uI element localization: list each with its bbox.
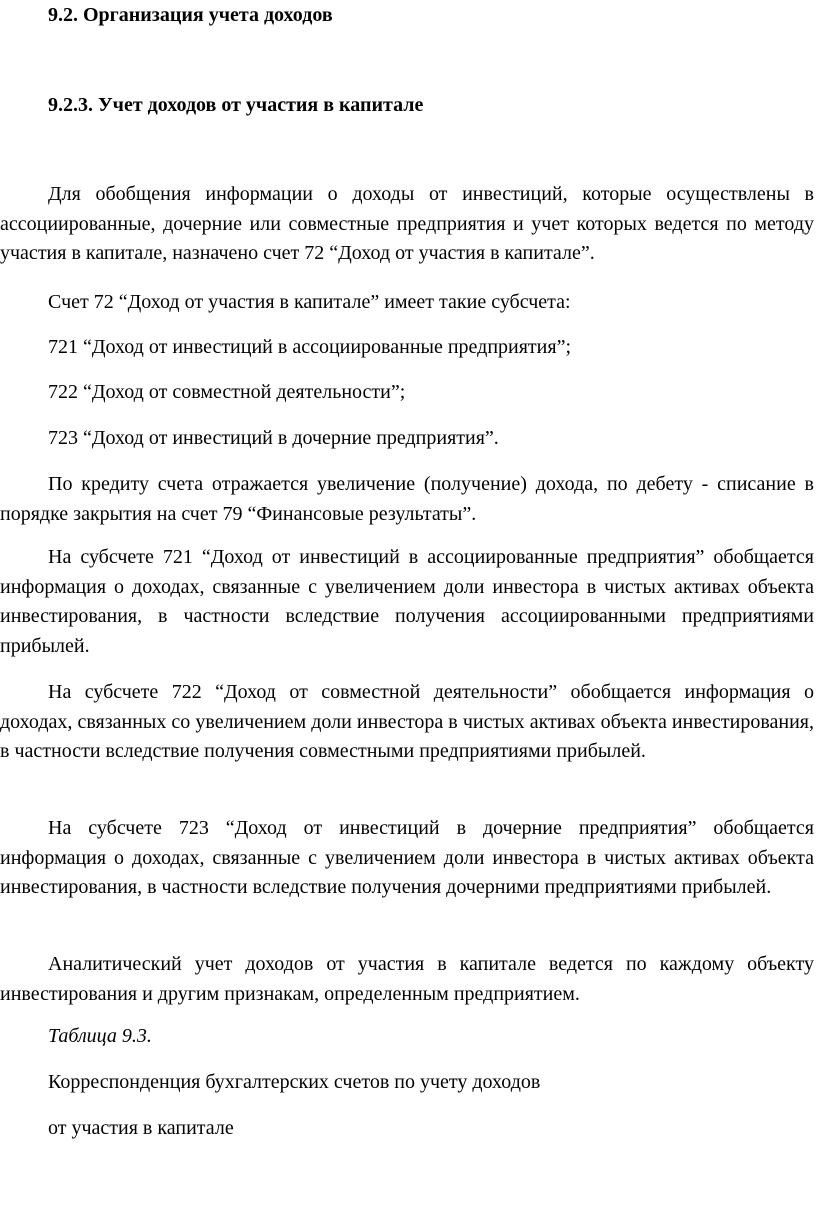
subaccount-722: 722 “Доход от совместной деятельности”; [48, 381, 406, 403]
subaccount-721: 721 “Доход от инвестиций в ассоциированные предприятия”; [48, 336, 572, 358]
subsection-title: 9.2.3. Учет доходов от участия в капитале [48, 94, 424, 116]
subaccount-723: 723 “Доход от инвестиций в дочерние предприятия”. [48, 427, 499, 449]
section-title: 9.2. Организация учета доходов [48, 4, 333, 26]
table-caption-line1: Корреспонденция бухгалтерских счетов по учету доходов [48, 1071, 541, 1093]
paragraph-intro: Для обобщения информации о доходы от инвестиций, которые осуществлены в ассоциированные, дочерние или совместные предприятия и учет которых ведется по методу участия в капитале, назначено счет 72 “Доход от участия в капитале”. [0, 183, 814, 264]
paragraph-722: На субсчете 722 “Доход от совместной деятельности” обобщается информация о доходах, связанных со увеличением доли инвестора в чистых активах объекта инвестирования, в частности вследствие получения совместными предприятиями прибылей. [0, 681, 814, 762]
paragraph-credit-debit: По кредиту счета отражается увеличение (получение) дохода, по дебету - списание в порядке закрытия на счет 79 “Финансовые результаты”. [0, 473, 814, 525]
paragraph-subaccounts-lead: Счет 72 “Доход от участия в капитале” имеет такие субсчета: [48, 291, 571, 313]
table-label: Таблица 9.3. [48, 1025, 152, 1047]
paragraph-analytic: Аналитический учет доходов от участия в капитале ведется по каждому объекту инвестирования и другим признакам, определенным предприятием. [0, 953, 814, 1005]
paragraph-721: На субсчете 721 “Доход от инвестиций в ассоциированные предприятия” обобщается информация о доходах, связанные с увеличением доли инвестора в чистых активах объекта инвестирования, в частности вследствие получения ассоциированными предприятиями прибылей. [0, 546, 814, 657]
paragraph-723: На субсчете 723 “Доход от инвестиций в дочерние предприятия” обобщается информация о доходах, связанные с увеличением доли инвестора в чистых активах объекта инвестирования, в частности вследствие получения дочерними предприятиями прибылей. [0, 817, 814, 898]
table-caption-line2: от участия в капитале [48, 1117, 234, 1139]
